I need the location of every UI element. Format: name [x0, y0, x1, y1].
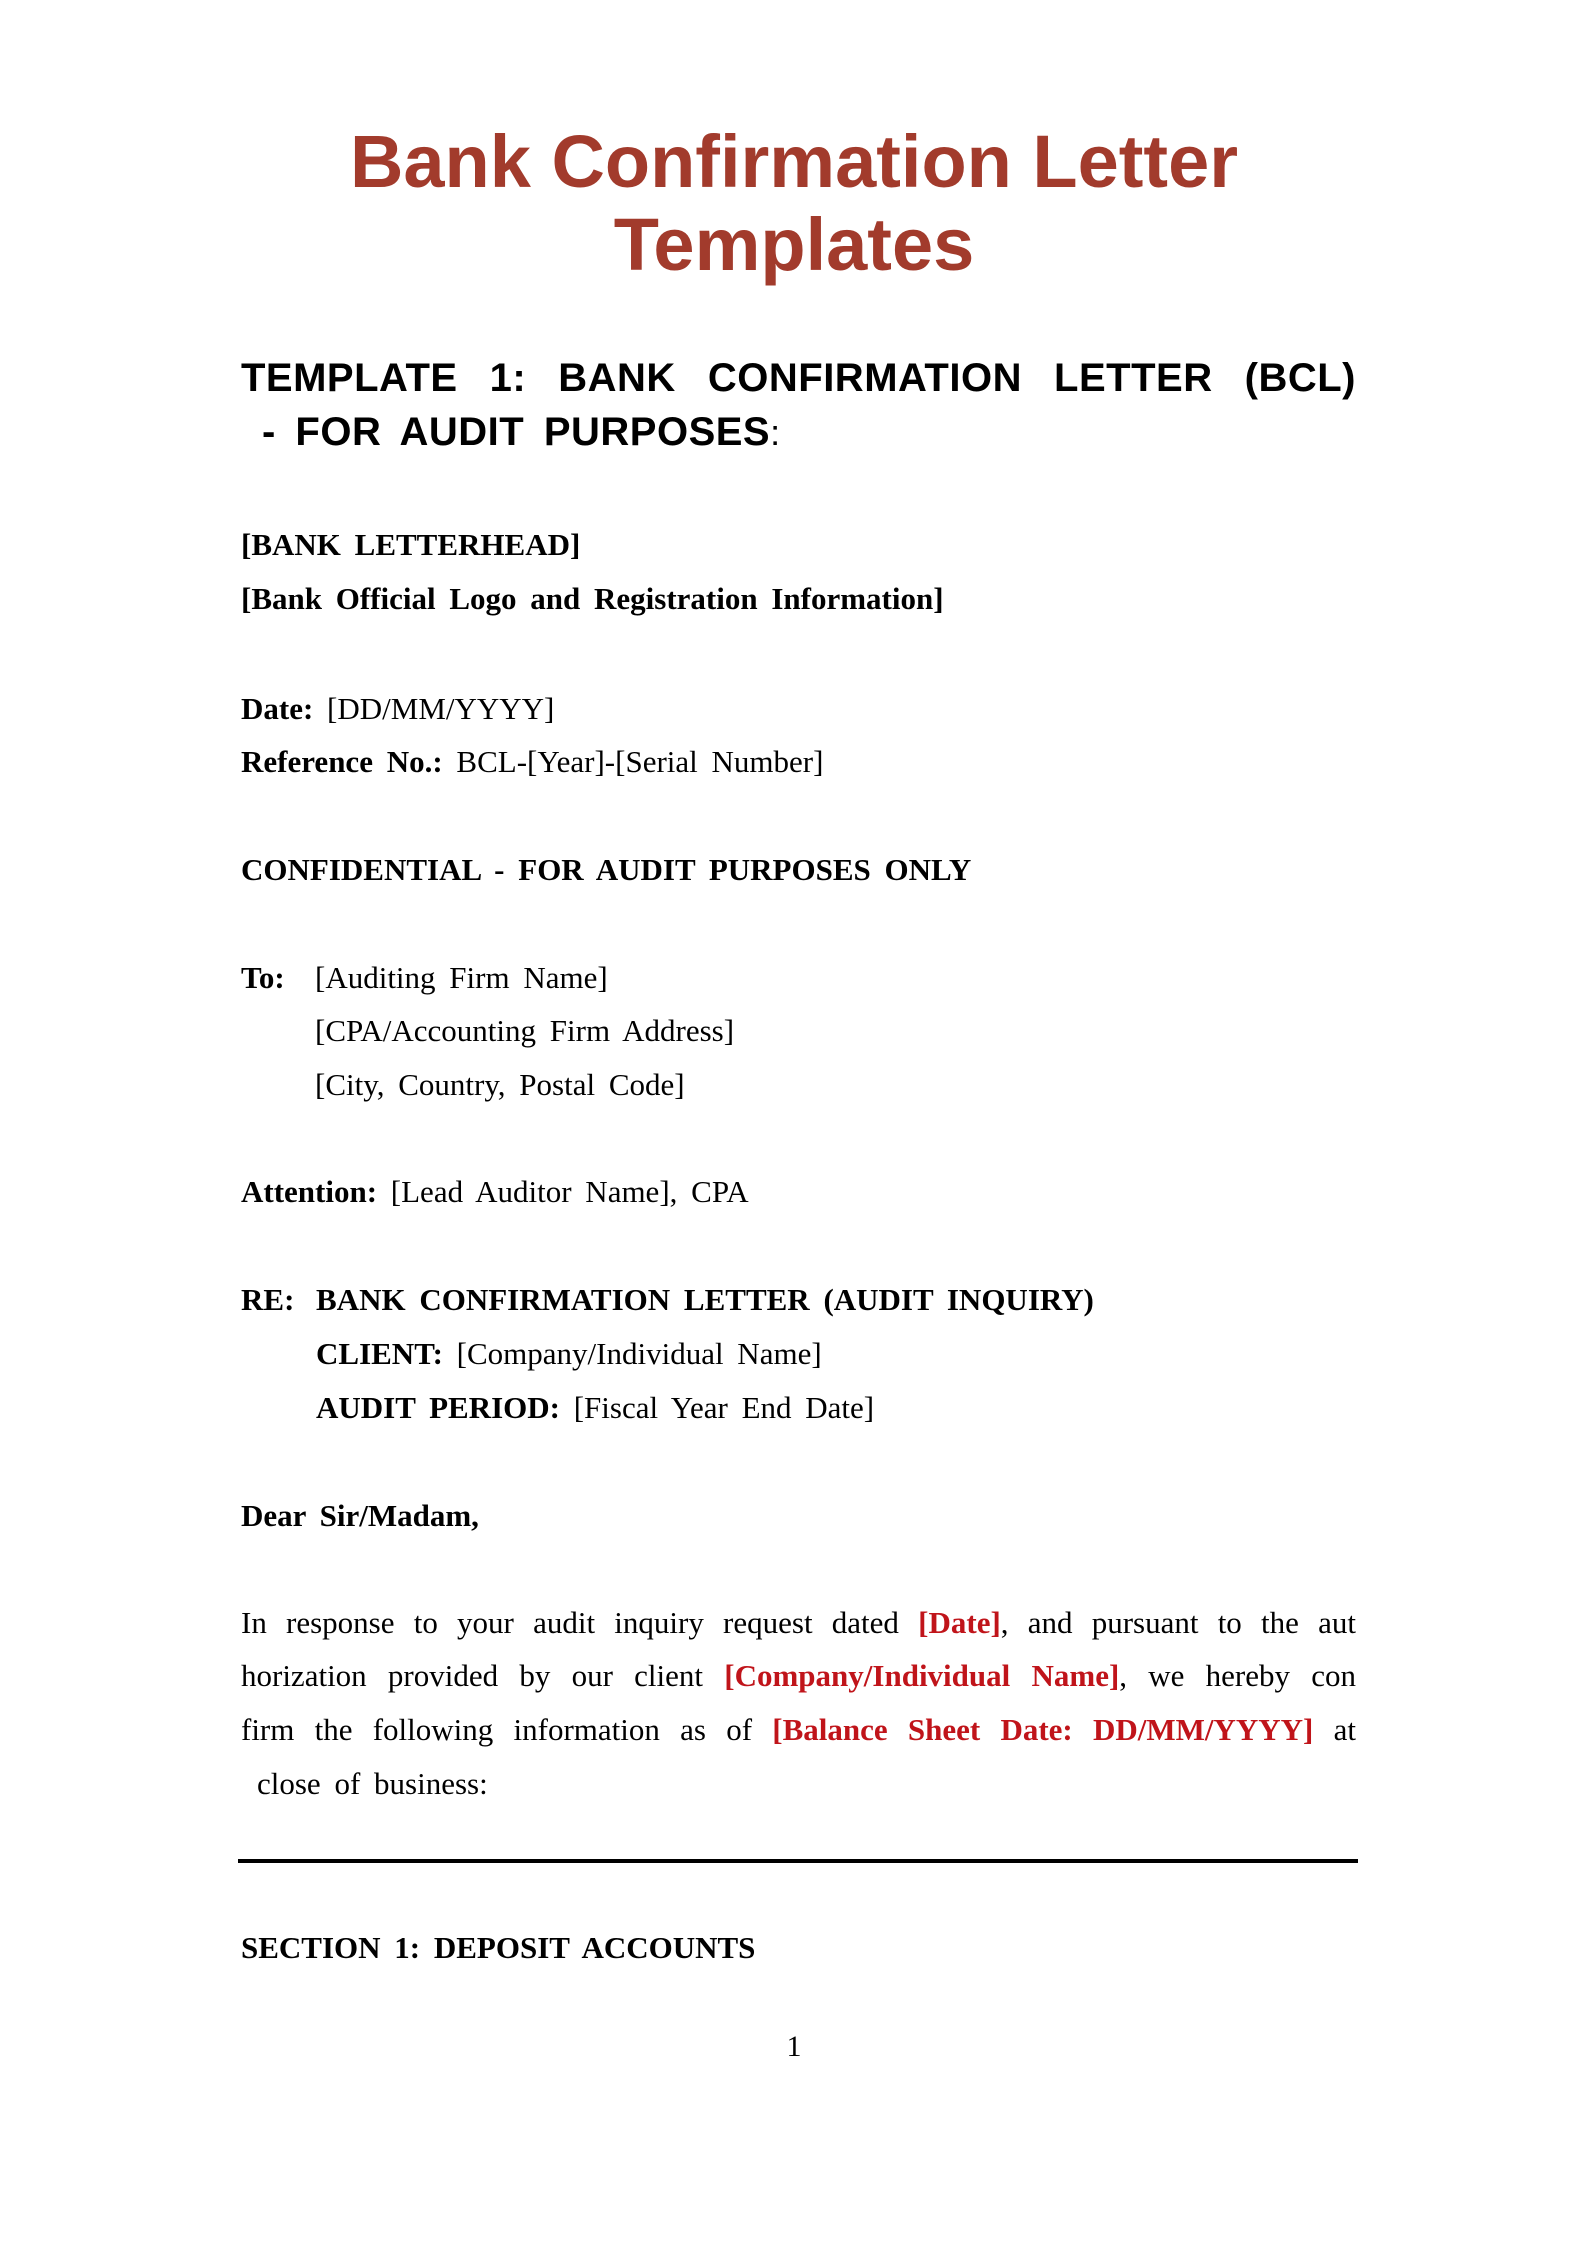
attention-label: Attention: — [241, 1174, 378, 1209]
confidential-notice: CONFIDENTIAL - FOR AUDIT PURPOSES ONLY — [241, 852, 972, 887]
template-heading-line2 — [262, 410, 780, 455]
body-line3-text-a: firm the following information as of — [241, 1712, 753, 1747]
document-title-line2: Templates — [613, 203, 975, 286]
body-line4: close of business: — [257, 1766, 488, 1801]
template-heading-line2-text: - FOR AUDIT PURPOSES — [262, 410, 771, 454]
section1-heading: SECTION 1: DEPOSIT ACCOUNTS — [241, 1930, 756, 1965]
body-line3-text-b: at — [1333, 1712, 1357, 1747]
to-line2: [CPA/Accounting Firm Address] — [315, 1013, 735, 1048]
salutation: Dear Sir/Madam, — [241, 1498, 479, 1533]
template-heading-line1: TEMPLATE 1: BANK CONFIRMATION LETTER (BCL) — [241, 356, 1356, 400]
re-label: RE: — [241, 1282, 295, 1317]
letterhead-line2: [Bank Official Logo and Registration Information] — [241, 581, 944, 616]
re-period-label: AUDIT PERIOD: — [316, 1390, 560, 1425]
document-title-line1: Bank Confirmation Letter — [349, 120, 1239, 203]
date-value: [DD/MM/YYYY] — [327, 691, 555, 726]
re-period-value: [Fiscal Year End Date] — [573, 1390, 875, 1425]
body-line3-placeholder: [Balance Sheet Date: DD/MM/YYYY] — [772, 1712, 1314, 1747]
reference-label: Reference No.: — [241, 744, 443, 779]
re-client-label: CLIENT: — [316, 1336, 443, 1371]
body-line1 — [241, 1603, 1356, 1643]
body-line3 — [241, 1710, 1356, 1750]
reference-value: BCL-[Year]-[Serial Number] — [456, 744, 824, 779]
attention-line — [241, 1172, 749, 1212]
to-label: To: — [241, 960, 285, 995]
date-line — [241, 689, 554, 729]
template-heading-colon: : — [770, 412, 781, 453]
reference-line — [241, 742, 823, 782]
body-line1-text-a: In response to your audit inquiry request dated — [241, 1605, 899, 1640]
body-line2 — [241, 1656, 1356, 1696]
re-client-value: [Company/Individual Name] — [456, 1336, 822, 1371]
date-label: Date: — [241, 691, 314, 726]
to-line3: [City, Country, Postal Code] — [315, 1067, 685, 1102]
letterhead-line1: [BANK LETTERHEAD] — [241, 527, 581, 562]
to-line1: [Auditing Firm Name] — [315, 960, 608, 995]
body-line1-text-b: , and pursuant to the aut — [1000, 1605, 1356, 1640]
re-subject: BANK CONFIRMATION LETTER (AUDIT INQUIRY) — [316, 1282, 1094, 1317]
body-line2-placeholder: [Company/Individual Name] — [724, 1658, 1120, 1693]
re-client-line — [316, 1334, 822, 1374]
body-line1-placeholder: [Date] — [918, 1605, 1001, 1640]
horizontal-rule — [238, 1859, 1358, 1863]
attention-value: [Lead Auditor Name], CPA — [390, 1174, 749, 1209]
body-line2-text-b: , we hereby con — [1119, 1658, 1357, 1693]
body-line2-text-a: horization provided by our client — [241, 1658, 704, 1693]
re-period-line — [316, 1388, 874, 1428]
page-number: 1 — [786, 2030, 802, 2063]
